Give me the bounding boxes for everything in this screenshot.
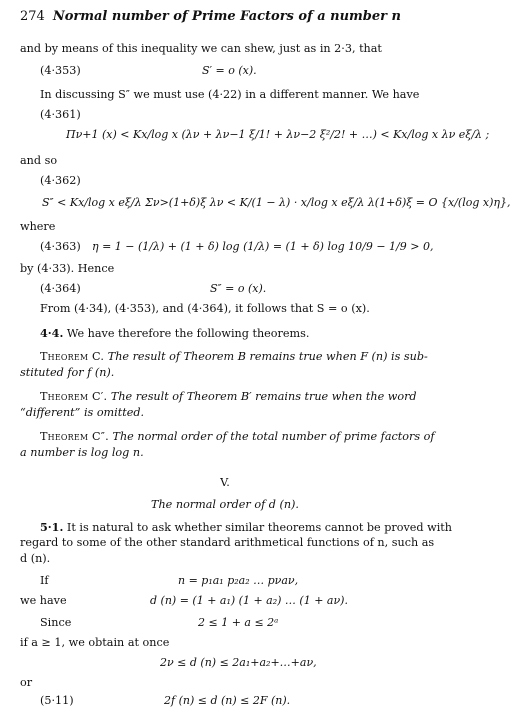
paragraph: if a ≥ 1, we obtain at once [20,636,170,649]
equation-label: (4·353) [40,64,81,77]
running-title: Normal number of Prime Factors of a number n [52,9,401,24]
section-text: We have therefore the following theorems. [66,327,310,340]
or-label: or [20,676,33,689]
paragraph-cont: regard to some of the other standard arithmetical functions of n, such as [20,536,435,549]
equation-label: (4·363) [40,240,81,253]
theorem-text-cont: a number is log log n. [20,446,144,459]
equation: S′ = o (x). [202,64,257,77]
section-number: 5·1. [40,520,64,534]
section-text: It is natural to ask whether similar theorems cannot be proved with [66,521,452,534]
equation: 2 ≤ 1 + a ≤ 2ᵃ [198,616,279,629]
page-number: 274 [20,9,45,24]
paragraph: by (4·33). Hence [20,262,115,275]
theorem-name: Theorem C. [40,350,105,363]
paragraph: where [20,220,56,233]
if-label: If [40,574,49,587]
paragraph: and so [20,154,58,167]
paragraph: In discussing S″ we must use (4·22) in a different manner. We have [40,88,420,101]
equation: S″ < Kx/log x eξ/λ Σν>(1+δ)ξ λν < K/(1 − λ) · x/log x eξ/λ λ(1+δ)ξ = O {x/(log x)η}, [42,196,510,209]
equation-label: (4·362) [40,174,81,187]
theorem-name: Theorem C′. [40,390,108,403]
equation-label: (4·364) [40,282,81,295]
equation: S″ = o (x). [210,282,267,295]
theorem-name: Theorem C″. [40,430,109,443]
section-roman-numeral: V. [220,476,230,489]
section-number: 4·4. [40,326,64,340]
equation: n = p₁a₁ p₂a₂ … pνaν, [178,574,299,587]
theorem-text: The result of Theorem B remains true when F (n) is sub- [107,350,428,363]
theorem-text-cont: stituted for f (n). [20,366,115,379]
paragraph: and by means of this inequality we can shew, just as in 2·3, that [20,42,382,55]
section-4-4 [40,326,309,341]
since-label: Since [40,616,72,629]
theorem-c-prime [40,390,417,404]
equation: η = 1 − (1/λ) + (1 + δ) log (1/λ) = (1 + δ) log 10/9 − 1/9 > 0, [92,240,434,253]
section-5-1 [40,520,452,535]
equation-label: (4·361) [40,108,81,121]
equation: 2f (n) ≤ d (n) ≤ 2F (n). [164,694,291,707]
theorem-text: The normal order of the total number of prime factors of [112,430,435,443]
equation-label: (5·11) [40,694,74,707]
theorem-text: The result of Theorem B′ remains true when the word [110,390,417,403]
equation: Πν+1 (x) < Kx/log x (λν + λν−1 ξ/1! + λν−2 ξ²/2! + …) < Kx/log x λν eξ/λ ; [66,128,490,141]
paragraph-cont: d (n). [20,552,51,565]
running-header [20,10,401,24]
equation: d (n) = (1 + a₁) (1 + a₂) … (1 + aν). [150,594,348,607]
section-title: The normal order of d (n). [151,498,299,511]
inequality: 2ν ≤ d (n) ≤ 2a₁+a₂+…+aν, [160,656,317,669]
theorem-c-double-prime [40,430,435,444]
theorem-text-cont: “different” is omitted. [20,406,145,419]
theorem-c [40,350,428,364]
paragraph: From (4·34), (4·353), and (4·364), it follows that S = o (x). [40,302,370,315]
we-have-label: we have [20,594,67,607]
